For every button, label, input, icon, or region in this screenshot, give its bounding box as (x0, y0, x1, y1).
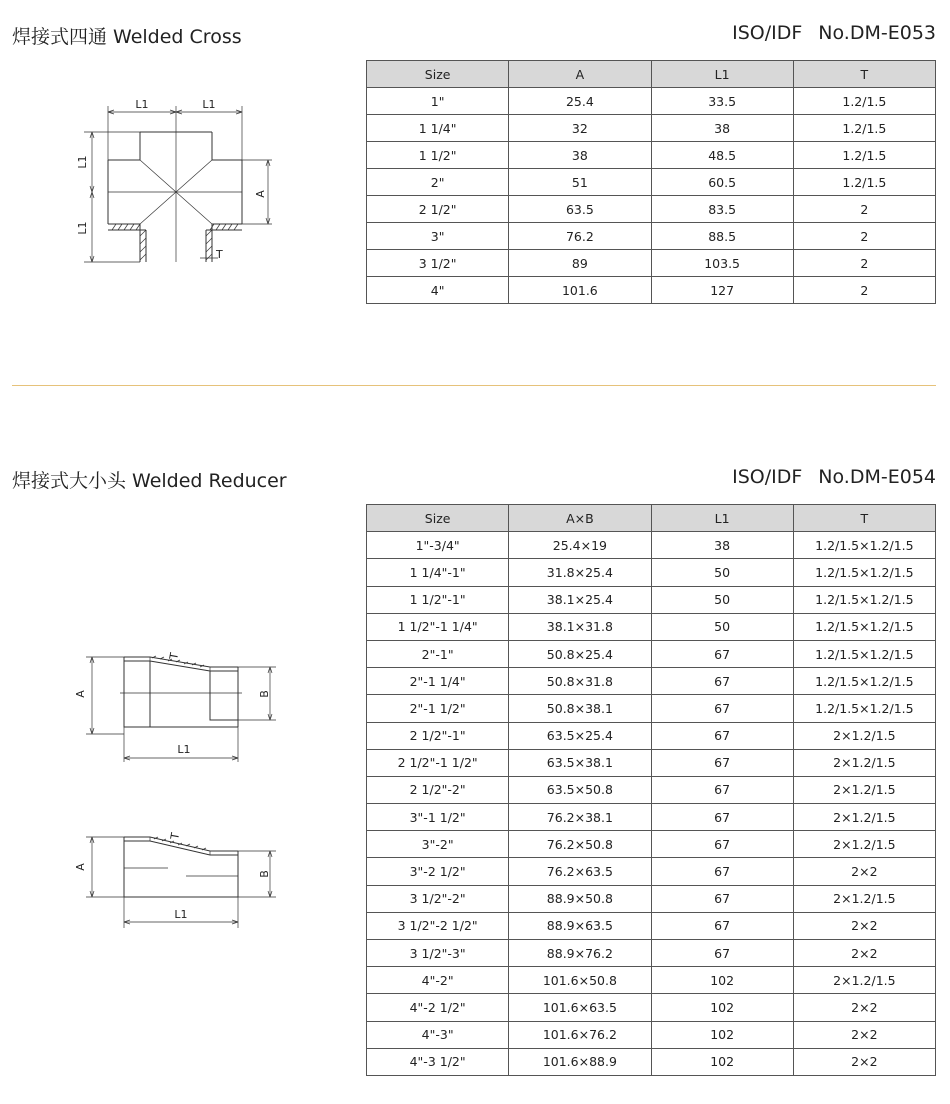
table-row (367, 115, 936, 142)
table-row (367, 912, 936, 939)
table-cell: 50.8×38.1 (509, 695, 651, 722)
table-cell: 1.2/1.5×1.2/1.5 (793, 586, 935, 613)
table-cell: 89 (509, 250, 651, 277)
table-cell: 3" (367, 223, 509, 250)
product-code: No.DM-E053 (818, 22, 936, 44)
table-cell: 102 (651, 1048, 793, 1075)
col-header-l1: L1 (651, 505, 793, 532)
col-header-size: Size (367, 61, 509, 88)
table-cell: 31.8×25.4 (509, 559, 651, 586)
table-cell: 1.2/1.5 (793, 88, 935, 115)
dim-t: T (168, 831, 183, 841)
table-cell: 2×1.2/1.5 (793, 776, 935, 803)
table-row (367, 749, 936, 776)
table-header-row (367, 505, 936, 532)
eccentric-reducer-diagram (0, 820, 300, 930)
table-row (367, 804, 936, 831)
table-cell: 4" (367, 277, 509, 304)
table-cell: 60.5 (651, 169, 793, 196)
table-cell: 63.5×38.1 (509, 749, 651, 776)
table-cell: 2" (367, 169, 509, 196)
table-cell: 88.9×76.2 (509, 940, 651, 967)
table-cell: 50 (651, 586, 793, 613)
table-cell: 2 (793, 223, 935, 250)
table-row (367, 695, 936, 722)
table-cell: 2"-1" (367, 640, 509, 667)
table-row (367, 559, 936, 586)
col-header-size: Size (367, 505, 509, 532)
col-header-a: A (509, 61, 651, 88)
table-row (367, 994, 936, 1021)
table-cell: 2×1.2/1.5 (793, 749, 935, 776)
table-cell: 83.5 (651, 196, 793, 223)
table-row (367, 858, 936, 885)
table-row (367, 967, 936, 994)
dim-l1: L1 (174, 908, 188, 921)
table-cell: 1" (367, 88, 509, 115)
cross-outline (108, 132, 242, 262)
standard-label: ISO/IDF (732, 466, 803, 488)
table-cell: 2×2 (793, 1021, 935, 1048)
welded-cross-rows (367, 88, 936, 304)
table-cell: 3 1/2"-2 1/2" (367, 912, 509, 939)
table-row (367, 940, 936, 967)
col-header-axb: A×B (509, 505, 651, 532)
table-cell: 67 (651, 695, 793, 722)
welded-reducer-rows (367, 532, 936, 1076)
table-cell: 38 (651, 532, 793, 559)
table-cell: 3"-1 1/2" (367, 804, 509, 831)
table-cell: 1.2/1.5×1.2/1.5 (793, 613, 935, 640)
table-cell: 76.2×50.8 (509, 831, 651, 858)
table-cell: 1.2/1.5 (793, 115, 935, 142)
table-cell: 2×2 (793, 994, 935, 1021)
table-cell: 1.2/1.5 (793, 142, 935, 169)
welded-cross-table (366, 60, 936, 304)
table-cell: 2×1.2/1.5 (793, 831, 935, 858)
table-cell: 1.2/1.5×1.2/1.5 (793, 640, 935, 667)
table-cell: 1 1/4" (367, 115, 509, 142)
table-cell: 50.8×31.8 (509, 668, 651, 695)
table-row (367, 1048, 936, 1075)
table-cell: 51 (509, 169, 651, 196)
table-cell: 1.2/1.5 (793, 169, 935, 196)
table-cell: 2×1.2/1.5 (793, 804, 935, 831)
standard-label: ISO/IDF (732, 22, 803, 44)
table-row (367, 88, 936, 115)
table-cell: 2×2 (793, 912, 935, 939)
dim-a: A (74, 690, 87, 698)
table-cell: 88.9×50.8 (509, 885, 651, 912)
table-cell: 67 (651, 804, 793, 831)
table-cell: 4"-2 1/2" (367, 994, 509, 1021)
table-header-row (367, 61, 936, 88)
table-cell: 63.5 (509, 196, 651, 223)
table-row (367, 776, 936, 803)
table-cell: 67 (651, 668, 793, 695)
col-header-l1: L1 (651, 61, 793, 88)
table-cell: 1.2/1.5×1.2/1.5 (793, 668, 935, 695)
table-cell: 2"-1 1/2" (367, 695, 509, 722)
table-cell: 1 1/4"-1" (367, 559, 509, 586)
table-cell: 2×2 (793, 940, 935, 967)
table-cell: 101.6×76.2 (509, 1021, 651, 1048)
table-cell: 33.5 (651, 88, 793, 115)
table-cell: 67 (651, 912, 793, 939)
table-cell: 76.2 (509, 223, 651, 250)
section-code-welded-cross (732, 22, 936, 44)
cross-dimensions (76, 98, 272, 262)
table-cell: 2×1.2/1.5 (793, 722, 935, 749)
table-row (367, 722, 936, 749)
welded-cross-diagram (0, 80, 300, 280)
table-row (367, 142, 936, 169)
table-row (367, 668, 936, 695)
table-cell: 4"-3 1/2" (367, 1048, 509, 1075)
eccentric-reducer-dimensions (74, 831, 276, 928)
dim-b: B (258, 870, 271, 878)
table-cell: 101.6×63.5 (509, 994, 651, 1021)
table-cell: 1.2/1.5×1.2/1.5 (793, 559, 935, 586)
section-title-welded-reducer: 焊接式大小头 Welded Reducer (12, 470, 287, 492)
product-code: No.DM-E054 (818, 466, 936, 488)
table-cell: 1 1/2"-1" (367, 586, 509, 613)
table-cell: 32 (509, 115, 651, 142)
table-cell: 4"-2" (367, 967, 509, 994)
dim-t: T (167, 651, 182, 661)
table-row (367, 831, 936, 858)
concentric-reducer-outline (120, 656, 242, 727)
table-cell: 2×2 (793, 858, 935, 885)
table-cell: 50.8×25.4 (509, 640, 651, 667)
table-cell: 101.6×88.9 (509, 1048, 651, 1075)
col-header-t: T (793, 61, 935, 88)
dim-l1-left-upper: L1 (76, 155, 89, 169)
table-cell: 2 1/2" (367, 196, 509, 223)
table-cell: 25.4 (509, 88, 651, 115)
table-cell: 67 (651, 640, 793, 667)
concentric-reducer-diagram (0, 640, 300, 780)
table-row (367, 885, 936, 912)
table-cell: 103.5 (651, 250, 793, 277)
table-cell: 1.2/1.5×1.2/1.5 (793, 695, 935, 722)
eccentric-reducer-outline (124, 837, 238, 897)
table-cell: 2×2 (793, 1048, 935, 1075)
table-cell: 76.2×63.5 (509, 858, 651, 885)
table-cell: 2 (793, 277, 935, 304)
table-row (367, 586, 936, 613)
table-cell: 3"-2 1/2" (367, 858, 509, 885)
table-cell: 2×1.2/1.5 (793, 967, 935, 994)
table-cell: 50 (651, 613, 793, 640)
dim-l1-left-lower: L1 (76, 221, 89, 235)
table-cell: 2 1/2"-1" (367, 722, 509, 749)
table-cell: 67 (651, 940, 793, 967)
table-cell: 67 (651, 776, 793, 803)
table-row (367, 223, 936, 250)
table-cell: 102 (651, 967, 793, 994)
table-cell: 38.1×31.8 (509, 613, 651, 640)
table-cell: 2 (793, 250, 935, 277)
table-cell: 67 (651, 749, 793, 776)
table-cell: 50 (651, 559, 793, 586)
table-cell: 63.5×50.8 (509, 776, 651, 803)
table-cell: 2 (793, 196, 935, 223)
table-cell: 67 (651, 858, 793, 885)
col-header-t: T (793, 505, 935, 532)
table-cell: 67 (651, 831, 793, 858)
table-cell: 38 (509, 142, 651, 169)
table-cell: 1"-3/4" (367, 532, 509, 559)
table-cell: 2 1/2"-2" (367, 776, 509, 803)
dim-l1-top-right: L1 (202, 98, 216, 111)
dim-a: A (254, 190, 267, 198)
table-cell: 63.5×25.4 (509, 722, 651, 749)
table-cell: 2×1.2/1.5 (793, 885, 935, 912)
table-cell: 102 (651, 1021, 793, 1048)
table-cell: 76.2×38.1 (509, 804, 651, 831)
table-cell: 1 1/2" (367, 142, 509, 169)
table-cell: 48.5 (651, 142, 793, 169)
table-row (367, 169, 936, 196)
dim-a: A (74, 863, 87, 871)
table-row (367, 277, 936, 304)
dim-t: T (216, 248, 223, 261)
table-cell: 67 (651, 885, 793, 912)
table-cell: 4"-3" (367, 1021, 509, 1048)
section-code-welded-reducer (732, 466, 936, 488)
welded-reducer-table (366, 504, 936, 1076)
table-cell: 67 (651, 722, 793, 749)
table-cell: 2 1/2"-1 1/2" (367, 749, 509, 776)
table-cell: 101.6×50.8 (509, 967, 651, 994)
table-cell: 3 1/2" (367, 250, 509, 277)
table-cell: 3 1/2"-2" (367, 885, 509, 912)
concentric-reducer-dimensions (74, 651, 276, 762)
table-row (367, 532, 936, 559)
section-title-welded-cross: 焊接式四通 Welded Cross (12, 26, 242, 48)
table-row (367, 250, 936, 277)
table-cell: 38.1×25.4 (509, 586, 651, 613)
dim-l1: L1 (177, 743, 191, 756)
table-cell: 25.4×19 (509, 532, 651, 559)
table-cell: 3 1/2"-3" (367, 940, 509, 967)
table-cell: 88.5 (651, 223, 793, 250)
table-cell: 102 (651, 994, 793, 1021)
table-cell: 2"-1 1/4" (367, 668, 509, 695)
table-row (367, 640, 936, 667)
table-cell: 101.6 (509, 277, 651, 304)
section-divider (12, 385, 936, 386)
table-cell: 88.9×63.5 (509, 912, 651, 939)
table-row (367, 196, 936, 223)
table-cell: 3"-2" (367, 831, 509, 858)
table-cell: 1.2/1.5×1.2/1.5 (793, 532, 935, 559)
table-row (367, 1021, 936, 1048)
dim-b: B (258, 690, 271, 698)
table-cell: 127 (651, 277, 793, 304)
table-cell: 38 (651, 115, 793, 142)
table-row (367, 613, 936, 640)
dim-l1-top-left: L1 (135, 98, 149, 111)
table-cell: 1 1/2"-1 1/4" (367, 613, 509, 640)
